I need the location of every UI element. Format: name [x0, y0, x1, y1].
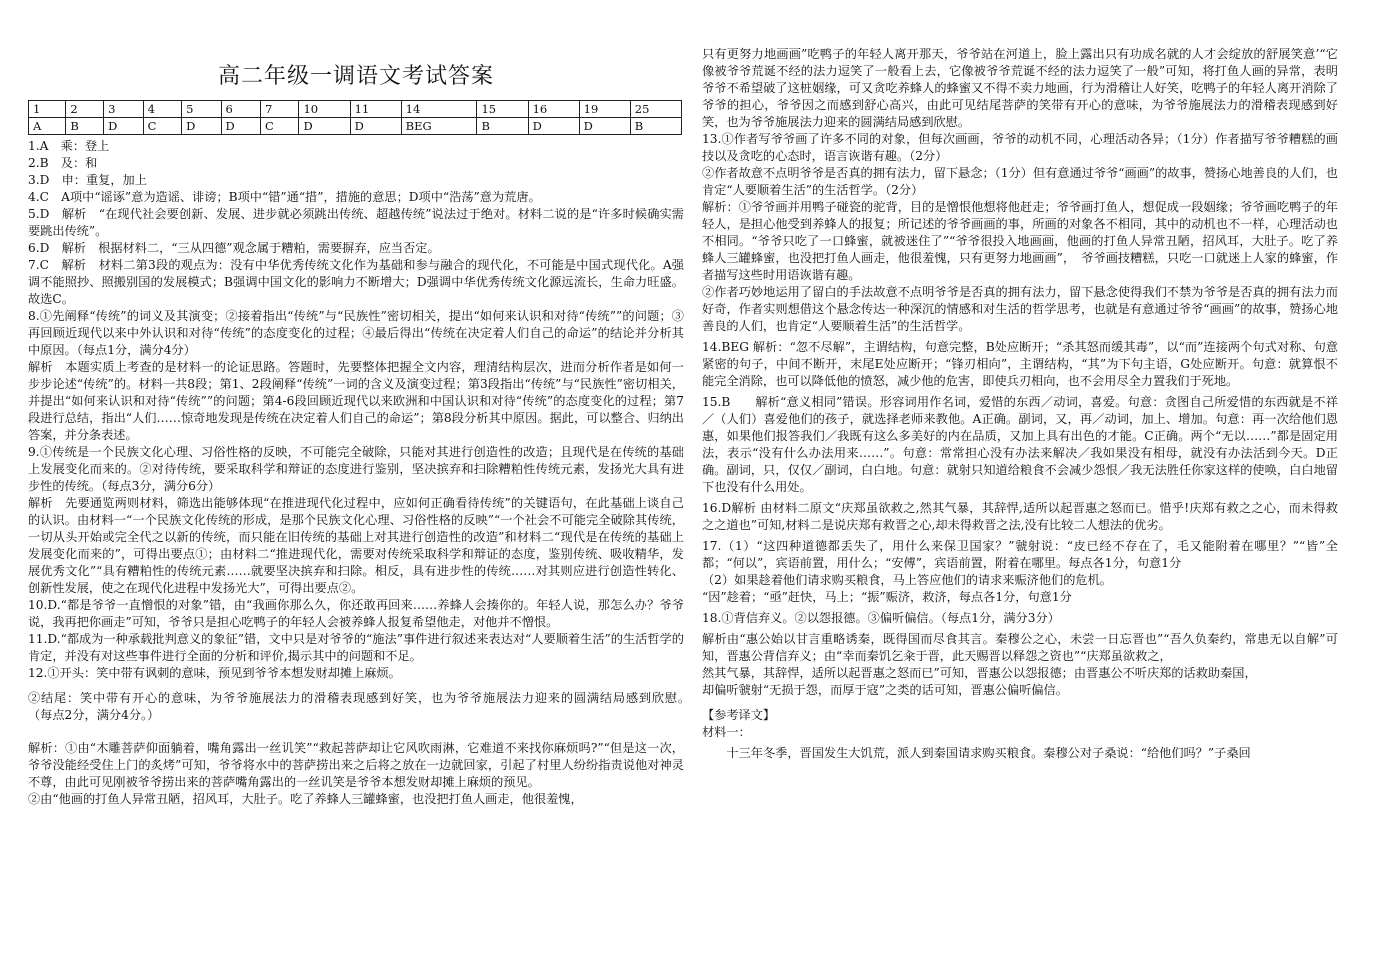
- answer-paragraph: 3.D 申：重复，加上: [28, 173, 147, 187]
- answer-paragraph: 12.①开头：笑中带有讽刺的意味，预见到爷爷本想发财却摊上麻烦。: [28, 666, 401, 680]
- answer-paragraph: 9.①传统是一个民族文化心理、习俗性格的反映，不可能完全破除，只能对其进行创造性的改造；且现代是在传统的基础上发展变化而来的。②对待传统，要采取科学和辩证的态度进行鉴别，坚决摈弃和扫除糟粕性传统元素，发扬光大具有进步性的传统。（每点3分，满分6分）: [28, 445, 684, 493]
- answer-letter: D: [350, 118, 401, 135]
- page-title: 高二年级一调语文考试答案: [217, 64, 494, 89]
- answer-key-table: [28, 100, 682, 135]
- question-number: 3: [104, 101, 143, 118]
- question-number: 10: [299, 101, 350, 118]
- answer-letter: D: [221, 118, 260, 135]
- question-number: 6: [221, 101, 260, 118]
- answer-paragraph: 解析 先要通览两则材料，筛选出能够体现“在推进现代化过程中，应如何正确看待传统”的关键语句，在此基础上谈自己的认识。由材料一“一个民族文化传统的形成，是那个民族文化心理、习俗性格的反映”“一个社会不可能完全破除其传统，一切从头开始或完全代之以新的传统，而只能在旧传统的基础上对其进行创造性的改造”和材料二“现代是在传统的基础上发展变化而来的”，可得出要点①；由材料二“推进现代化，需要对传统采取科学和辩证的态度，鉴别传统、吸收精华，发展优秀文化”“具有糟粕性的传统元素……就要坚决摈弃和扫除。相反，具有进步性的传统……对其则应进行创造性转化、创新性发展，使之在现代化进程中发扬光大”，可得出要点②。: [28, 496, 684, 595]
- answer-letter: A: [29, 118, 66, 135]
- answer-paragraph: 5.D 解析 “在现代社会要创新、发展、进步就必须跳出传统、超越传统”说法过于绝对。材料二说的是“许多时候确实需要跳出传统”。: [28, 207, 684, 238]
- question-number: 4: [143, 101, 182, 118]
- answer-paragraph: 15.B 解析“意义相同”错误。形容词用作名词，爱惜的东西／动词，喜爱。句意：贪图自己所爱惜的东西就是不祥／（人们）喜爱他们的孩子，就选择老师来教他。A正确。副词，又，再／动词，加上、增加。句意：再一次给他们恩惠，如果他们报答我们／我既有这么多美好的内在品质，又加上具有出色的才能。C正确。两个“无以……”都是固定用法，表示“没有什么办法用来……”。句意：常常担心没有办法来解决／我如果没有相母，就没有办法活到今天。D正确。副词，只，仅仅／副词，白白地。句意：就射只知道给粮食不会减少怨恨／我无法胜任你家这样的使唤，白白地留下也没有什么用处。: [702, 395, 1338, 494]
- question-number: 19: [579, 101, 630, 118]
- answer-paragraph: 6.D 解析 根据材料二，“三从四德”观念属于糟粕，需要摒弃，应当否定。: [28, 241, 440, 255]
- answer-letter: C: [260, 118, 299, 135]
- answer-letter: D: [182, 118, 221, 135]
- answer-paragraph: 解析 本题实质上考查的是材料一的论证思路。答题时，先要整体把握全文内容，理清结构层次，进而分析作者是如何一步步论述“传统”的。材料一共8段；第1、2段阐释“传统”一词的含义及演变过程；第3段指出“传统”与“民族性”密切相关，并提出“如何来认识和对待“传统””的问题；第4-6段回顾近现代以来欧洲和中国认识和对待“传统”的态度变化的过程；第7段进行总结，指出“人们……惊奇地发现是传统在决定着人们自己的命运”；第8段分析其中原因。据此，可以整合、归纳出答案，并分条表述。: [28, 360, 684, 442]
- answer-paragraph: 17.（1）“这四种道德都丢失了，用什么来保卫国家？”虢射说：“皮已经不存在了，毛又能附着在哪里？”“皆”全都；“何以”，宾语前置，用什么；“安傅”，宾语前置，附着在哪里。每点各1分，句意1分: [702, 539, 1338, 570]
- question-number: 16: [528, 101, 579, 118]
- right-column: [702, 46, 1338, 971]
- answer-paragraph: 1.A 乘：登上: [28, 139, 110, 153]
- answer-paragraph: ②作者故意不点明爷爷是否真的拥有法力，留下悬念；（1分）但有意通过爷爷“画画”的故事，赞扬心地善良的人们，也肯定“人要顺着生活”的生活哲学。（2分）: [702, 166, 1338, 197]
- reference-translation-heading: 【参考译文】: [702, 708, 776, 722]
- answer-paragraph: 8.①先阐释“传统”的词义及其演变；②接着指出“传统”与“民族性”密切相关，提出“如何来认识和对待“传统””的问题；③再回顾近现代以来中外认识和对待“传统”的态度变化的过程；④最后得出“传统在决定着人们自己的命运”的结论并分析其中原因。（每点1分，满分4分）: [28, 309, 684, 357]
- answer-letter: D: [528, 118, 579, 135]
- answer-paragraph: 4.C A项中“谣诼”意为造谣、诽谤；B项中“错”通“措”，措施的意思；D项中“浩荡”意为荒唐。: [28, 190, 541, 204]
- answer-paragraph: 18.①背信弃义。②以怨报德。③偏听偏信。（每点1分，满分3分）: [702, 611, 1060, 625]
- answer-paragraph: 然其气暴，其辞悍，适所以起晋惠之怒而已”可知，晋惠公以怨报德；由晋惠公不听庆郑的话救助秦国，: [702, 666, 1257, 680]
- answer-paragraph: 11.D.“都成为一种承载批判意义的象征”错，文中只是对爷爷的“施法”事件进行叙述来表达对“人要顺着生活”的生活哲学的肯定，并没有对这些事件进行全面的分析和评价,揭示其中的问题和不足。: [28, 632, 684, 663]
- question-number: 2: [66, 101, 104, 118]
- question-number: 25: [630, 101, 681, 118]
- answer-paragraph: 解析：①由“木雕菩萨仰面躺着，嘴角露出一丝讥笑”“救起菩萨却让它风吹雨淋，它难道不来找你麻烦吗?”“但是这一次，爷爷没能经受住上门的炙烤”可知，爷爷将水中的菩萨捞出来之后将之放在一边就回家，引起了村里人纷纷指责说他对神灵不尊，由此可见刚被爷爷捞出来的菩萨嘴角露出的一丝讥笑是爷爷本想发财却摊上麻烦的预见。: [28, 741, 684, 789]
- answer-letter: B: [630, 118, 681, 135]
- left-column: [28, 56, 709, 971]
- answer-paragraph: “因”趁着；“亟”赶快，马上；“振”赈济，救济，每点各1分，句意1分: [702, 590, 1072, 604]
- answer-paragraph: 13.①作者写爷爷画了许多不同的对象，但每次画画，爷爷的动机不同，心理活动各异；（1分）作者描写爷爷糟糕的画技以及贪吃的心态时，语言诙谐有趣。（2分）: [702, 132, 1338, 163]
- answer-paragraph: 解析由“惠公始以甘言重略诱秦，既得国而尽食其言。秦穆公之心，未尝一日忘晋也”“吾久负秦约，常患无以自解”可知，晋惠公背信弃义；由“幸而秦饥乞籴于晋，此天赐晋以释怨之资也”“庆郑虽欲救之，: [702, 632, 1338, 663]
- answer-paragraph: 16.D解析 由材料二原文“庆郑虽欲救之,然其气暴，其辞悍,适所以起晋惠之怒而已。惜乎!庆郑有救之之心，而未得救之之道也”可知,材料二是说庆郑有救晋之心,却未得救晋之法,没有比较二人想法的优劣。: [702, 501, 1338, 532]
- answer-letter: B: [66, 118, 104, 135]
- answer-letter: C: [143, 118, 182, 135]
- answer-paragraph: 14.BEG 解析：“忽不尽解”，主谓结构，句意完整，B处应断开；“杀其怒而缓其毒”，以“而”连接两个句式对称、句意紧密的句子，中间不断开，末尾E处应断开；“锋刃相向”，主谓结构，“其”为下句主语，G处应断开。句意：就算恨不能完全消除，也可以降低他的愤怒，减少他的危害，即使兵刃相向，也不会用尽全力置我们于死地。: [702, 340, 1338, 388]
- answer-letter: B: [477, 118, 528, 135]
- question-number: 15: [477, 101, 528, 118]
- answer-paragraph: 却偏听虢射“无损于怨，而厚于寇”之类的话可知，晋惠公偏听偏信。: [702, 683, 1068, 697]
- answer-paragraph: ②由“他画的打鱼人异常丑陋，招风耳，大肚子。吃了养蜂人三罐蜂蜜，也没把打鱼人画走，他很羞愧，: [28, 792, 583, 806]
- question-number: 7: [260, 101, 299, 118]
- answer-letter: D: [299, 118, 350, 135]
- question-number: 1: [29, 101, 66, 118]
- material-label: 材料一：: [702, 725, 751, 739]
- question-number: 11: [350, 101, 401, 118]
- answer-letter: D: [104, 118, 143, 135]
- answer-letter: D: [579, 118, 630, 135]
- answer-paragraph: 2.B 及：和: [28, 156, 98, 170]
- answer-paragraph: 7.C 解析 材料二第3段的观点为：没有中华优秀传统文化作为基础和参与融合的现代化，不可能是中国式现代化。A强调不能照抄、照搬别国的发展模式；B强调中国文化的影响力不断增大；D强调中华优秀传统文化源远流长，生命力旺盛。故选C。: [28, 258, 684, 306]
- translation-paragraph: 十三年冬季，晋国发生大饥荒，派人到秦国请求购买粮食。秦穆公对子桑说：“给他们吗？”子桑回: [726, 746, 1251, 760]
- answer-paragraph: ②结尾：笑中带有开心的意味，为爷爷施展法力的滑稽表现感到好笑，也为爷爷施展法力迎来的圆满结局感到欣慰。 （每点2分，满分4分。）: [28, 691, 709, 722]
- answer-letter: BEG: [401, 118, 477, 135]
- answer-key-answer-row: [29, 118, 682, 135]
- answer-paragraph: 只有更努力地画画”吃鸭子的年轻人离开那天，爷爷站在河道上，脸上露出只有功成名就的人才会绽放的舒展笑意’“它像被爷爷荒诞不经的法力逗笑了一般看上去，它像被爷爷荒诞不经的法力逗笑了一般”可知，将打鱼人画的异常，表明爷爷不希望破了这桩姻缘，可又贪吃养蜂人的蜂蜜又不得不卖力地画，行为滑稽让人好笑，吃鸭子的年轻人离开消除了爷爷的担心，爷爷因之而感到舒心高兴，由此可见结尾菩萨的笑带有开心的意味，为爷爷施展法力的滑稽表现感到好笑，也为爷爷施展法力迎来的圆满结局感到欣慰。: [702, 47, 1338, 129]
- answer-key-question-row: [29, 101, 682, 118]
- answer-paragraph: （2）如果趁着他们请求购买粮食，马上答应他们的请求来赈济他们的危机。: [702, 573, 1112, 587]
- answer-paragraph: ②作者巧妙地运用了留白的手法故意不点明爷爷是否真的拥有法力，留下悬念使得我们不禁为爷爷是否真的拥有法力而好奇，作者实则想借这个悬念传达一种深沉的情感和对生活的哲学思考，也就是有意通过爷爷“画画”的故事，赞扬心地善良的人们，也肯定“人要顺着生活”的生活哲学。: [702, 285, 1338, 333]
- answer-paragraph: 10.D.“都是爷爷一直憎恨的对象”错，由“我画你那么久，你还敢再回来……养蜂人会揍你的。年轻人说，那怎么办？爷爷说，我再把你画走”可知，爷爷只是担心吃鸭子的年轻人会被养蜂人报复希望他走，对他并不憎恨。: [28, 598, 684, 629]
- question-number: 14: [401, 101, 477, 118]
- answer-paragraph: 解析：①爷爷画并用鸭子碰瓷的驼背，目的是憎恨他想将他赶走；爷爷画打鱼人，想促成一段姻缘；爷爷画吃鸭子的年轻人，是担心他受到养蜂人的报复；所记述的爷爷画画的事，所画的对象各不相同，其中的动机也不一样，心理活动也不相同。“爷爷只吃了一口蜂蜜，就被迷住了”“爷爷很投入地画画，他画的打鱼人异常丑陋，招风耳，大肚子。吃了养蜂人三罐蜂蜜，也没把打鱼人画走，他很羞愧，只有更努力地画画”， 爷爷画技糟糕，只吃一口就迷上人家的蜂蜜，作者描写这些时用语诙谐有趣。: [702, 200, 1338, 282]
- question-number: 5: [182, 101, 221, 118]
